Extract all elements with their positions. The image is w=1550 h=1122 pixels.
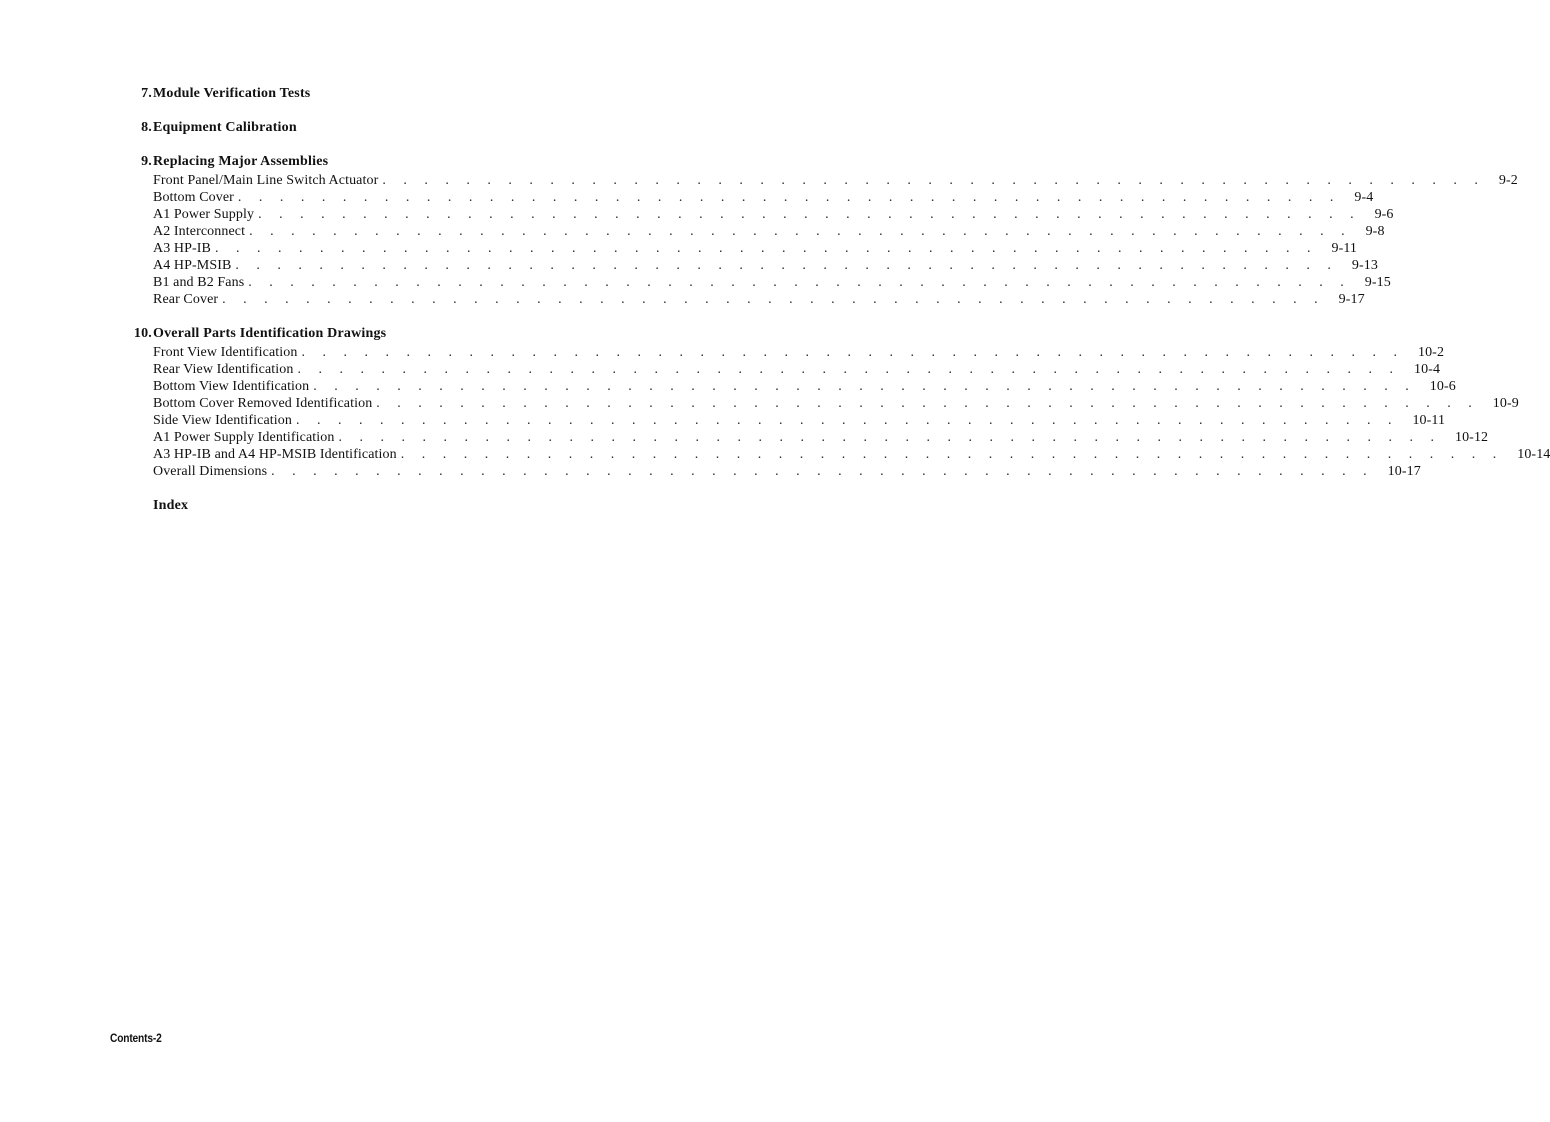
entry-label: Side View Identification [153, 413, 292, 428]
chapter-number: 9. [141, 154, 152, 169]
entry-page: 10-17 [1387, 464, 1421, 479]
chapter-heading[interactable] [108, 152, 754, 172]
entry-label: Bottom View Identification [153, 379, 310, 394]
dot-leader: . . . . . . . . . . . . . . . . . . . . . . . . . . . . . . . . . . . . . . . . . . . . . . . . . . . . . [382, 173, 1485, 188]
toc-entry[interactable] [153, 291, 1365, 308]
chapter-entries [153, 344, 1550, 480]
entry-page: 9-4 [1354, 190, 1374, 205]
dot-leader: . . . . . . . . . . . . . . . . . . . . . . . . . . . . . . . . . . . . . . . . . . . . . . . . . . . . . [295, 413, 1399, 428]
toc-chapter [108, 496, 754, 516]
dot-leader: . . . . . . . . . . . . . . . . . . . . . . . . . . . . . . . . . . . . . . . . . . . . . . . . . . . . . [338, 430, 1441, 445]
dot-leader: . . . . . . . . . . . . . . . . . . . . . . . . . . . . . . . . . . . . . . . . . . . . . . . . . . . . . [249, 224, 1352, 239]
toc-entry[interactable] [153, 463, 1421, 480]
chapter-title: Index [153, 498, 189, 513]
toc-chapter [108, 118, 754, 138]
toc-entry[interactable] [153, 378, 1456, 395]
toc-entry[interactable] [153, 172, 1518, 189]
chapter-title: Overall Parts Identification Drawings [153, 326, 387, 341]
table-of-contents [108, 84, 1550, 530]
chapter-heading[interactable] [108, 84, 754, 104]
toc-entry[interactable] [153, 395, 1519, 412]
dot-leader: . . . . . . . . . . . . . . . . . . . . . . . . . . . . . . . . . . . . . . . . . . . . . . . . . . . . . [258, 207, 1361, 222]
entry-label: A1 Power Supply [153, 207, 255, 222]
entry-page: 9-13 [1351, 258, 1378, 273]
entry-label: A3 HP-IB and A4 HP-MSIB Identification [153, 447, 397, 462]
dot-leader: . . . . . . . . . . . . . . . . . . . . . . . . . . . . . . . . . . . . . . . . . . . . . . . . . . . . . [248, 275, 1351, 290]
entry-page: 9-8 [1365, 224, 1385, 239]
entry-label: Front View Identification [153, 345, 298, 360]
toc-chapter [108, 84, 754, 104]
entry-page: 9-15 [1364, 275, 1391, 290]
toc-entry[interactable] [153, 344, 1445, 361]
dot-leader: . . . . . . . . . . . . . . . . . . . . . . . . . . . . . . . . . . . . . . . . . . . . . . . . . . . . . [313, 379, 1416, 394]
chapter-number: 10. [133, 326, 152, 341]
entry-page: 9-11 [1331, 241, 1358, 256]
entry-label: Overall Dimensions [153, 464, 268, 479]
entry-label: A3 HP-IB [153, 241, 211, 256]
chapter-heading[interactable] [108, 324, 754, 344]
page-footer: Contents-2 [110, 1031, 162, 1045]
dot-leader: . . . . . . . . . . . . . . . . . . . . . . . . . . . . . . . . . . . . . . . . . . . . . . . . . . . . . [297, 362, 1400, 377]
toc-entry[interactable] [153, 257, 1378, 274]
entry-page: 9-17 [1338, 292, 1365, 307]
dot-leader: . . . . . . . . . . . . . . . . . . . . . . . . . . . . . . . . . . . . . . . . . . . . . . . . . . . . . [214, 241, 1318, 256]
entry-page: 10-11 [1412, 413, 1446, 428]
dot-leader: . . . . . . . . . . . . . . . . . . . . . . . . . . . . . . . . . . . . . . . . . . . . . . . . . . . . . [235, 258, 1338, 273]
dot-leader: . . . . . . . . . . . . . . . . . . . . . . . . . . . . . . . . . . . . . . . . . . . . . . . . . . . . . [301, 345, 1404, 360]
chapter-heading[interactable] [108, 118, 754, 138]
entry-label: Bottom Cover Removed Identification [153, 396, 373, 411]
entry-label: B1 and B2 Fans [153, 275, 245, 290]
entry-page: 10-12 [1454, 430, 1489, 445]
toc-entry[interactable] [153, 223, 1385, 240]
entry-page: 9-2 [1498, 173, 1518, 188]
entry-label: A4 HP-MSIB [153, 258, 232, 273]
entry-label: Rear Cover [153, 292, 219, 307]
dot-leader: . . . . . . . . . . . . . . . . . . . . . . . . . . . . . . . . . . . . . . . . . . . . . . . . . . . . . [222, 292, 1325, 307]
chapter-number: 7. [141, 86, 152, 101]
toc-entry[interactable] [153, 240, 1358, 257]
dot-leader: . . . . . . . . . . . . . . . . . . . . . . . . . . . . . . . . . . . . . . . . . . . . . . . . . . . . . [271, 464, 1374, 479]
entry-page: 9-6 [1374, 207, 1394, 222]
chapter-title: Replacing Major Assemblies [153, 154, 329, 169]
chapter-title: Module Verification Tests [153, 86, 311, 101]
toc-entry[interactable] [153, 361, 1441, 378]
entry-page: 10-2 [1417, 345, 1445, 360]
toc-chapter [108, 324, 1550, 480]
chapter-title: Equipment Calibration [153, 120, 297, 135]
chapter-number: 8. [141, 120, 152, 135]
entry-page: 10-4 [1413, 362, 1441, 377]
toc-entry[interactable] [153, 189, 1374, 206]
chapter-heading[interactable] [108, 496, 754, 516]
entry-page: 10-14 [1517, 447, 1550, 462]
chapter-entries [153, 172, 1518, 308]
entry-label: Rear View Identification [153, 362, 294, 377]
entry-label: A2 Interconnect [153, 224, 246, 239]
dot-leader: . . . . . . . . . . . . . . . . . . . . . . . . . . . . . . . . . . . . . . . . . . . . . . . . . . . . . [376, 396, 1479, 411]
dot-leader: . . . . . . . . . . . . . . . . . . . . . . . . . . . . . . . . . . . . . . . . . . . . . . . . . . . . . [400, 447, 1504, 462]
toc-entry[interactable] [153, 429, 1489, 446]
toc-entry[interactable] [153, 446, 1550, 463]
dot-leader: . . . . . . . . . . . . . . . . . . . . . . . . . . . . . . . . . . . . . . . . . . . . . . . . . . . . . [237, 190, 1341, 205]
entry-page: 10-6 [1429, 379, 1456, 394]
entry-label: Front Panel/Main Line Switch Actuator [153, 173, 379, 188]
toc-entry[interactable] [153, 206, 1394, 223]
toc-entry[interactable] [153, 412, 1446, 429]
entry-page: 10-9 [1492, 396, 1519, 411]
entry-label: Bottom Cover [153, 190, 234, 205]
toc-chapter [108, 152, 1518, 308]
entry-label: A1 Power Supply Identification [153, 430, 335, 445]
toc-entry[interactable] [153, 274, 1391, 291]
